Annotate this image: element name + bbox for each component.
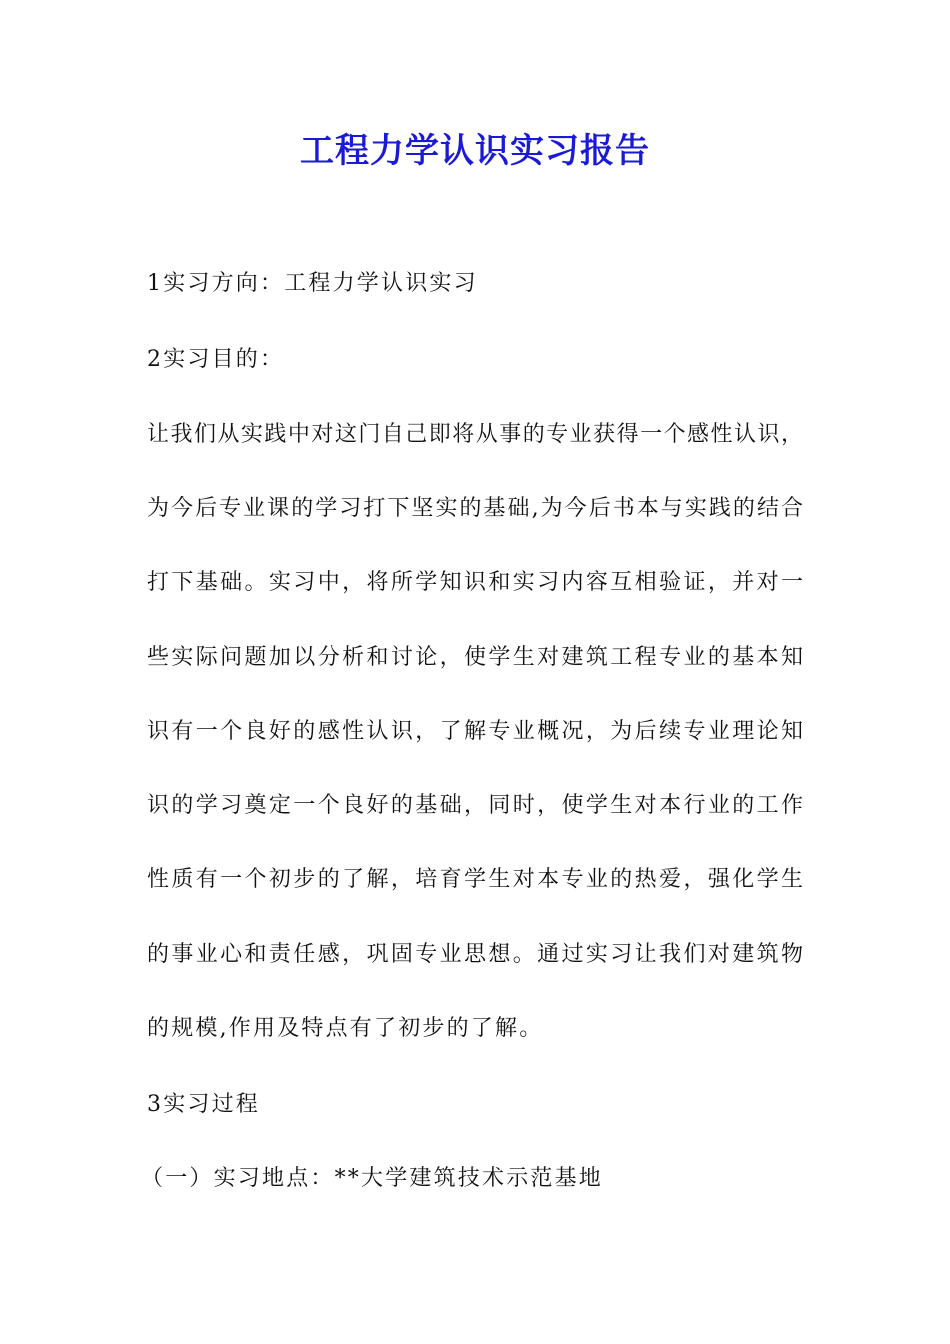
paragraph-line: 的规模,作用及特点有了初步的了解。 — [147, 1016, 544, 1041]
paragraph-line: 性质有一个初步的了解，培育学生对本专业的热爱，强化学生 — [147, 867, 803, 892]
paragraph-line: 为今后专业课的学习打下坚实的基础,为今后书本与实践的结合 — [147, 496, 803, 521]
paragraph-line: 识的学习奠定一个良好的基础，同时，使学生对本行业的工作 — [147, 793, 803, 818]
paragraph-line: 的事业心和责任感，巩固专业思想。通过实习让我们对建筑物 — [147, 942, 803, 967]
paragraph-line: 让我们从实践中对这门自己即将从事的专业获得一个感性认识， — [147, 422, 803, 447]
paragraph-line: 些实际问题加以分析和讨论，使学生对建筑工程专业的基本知 — [147, 645, 803, 670]
section-heading-process: 3实习过程 — [147, 1092, 260, 1117]
subheading-location: （一）实习地点：**大学建筑技术示范基地 — [141, 1166, 604, 1191]
section-heading-purpose: 2实习目的： — [147, 347, 285, 372]
document-title: 工程力学认识实习报告 — [300, 131, 650, 171]
paragraph-line: 打下基础。实习中，将所学知识和实习内容互相验证，并对一 — [147, 570, 803, 595]
paragraph-line: 识有一个良好的感性认识，了解专业概况，为后续专业理论知 — [147, 719, 803, 744]
section-heading-direction: 1实习方向：工程力学认识实习 — [147, 271, 478, 296]
